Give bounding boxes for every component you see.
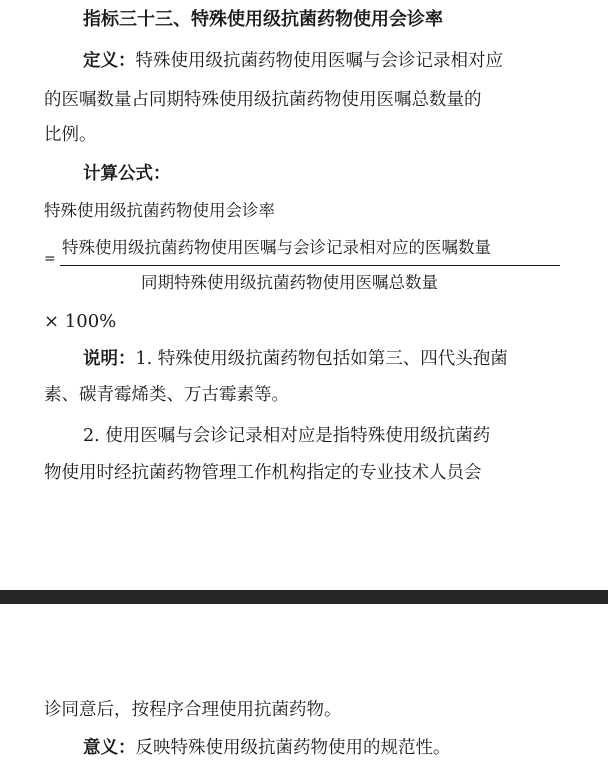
definition-first-line (83, 53, 503, 71)
notes-item-1-line-2: 素、碳青霉烯类、万古霉素等。 (44, 385, 289, 405)
formula-numerator: 特殊使用级抗菌药物使用医嘱与会诊记录相对应的医嘱数量 (62, 238, 491, 257)
significance-label: 意义： (83, 738, 136, 758)
notes-item-2-line-2: 物使用时经抗菌药物管理工作机构指定的专业技术人员会 (44, 463, 482, 483)
notes-item-2-line-1: 2. 使用医嘱与会诊记录相对应是指特殊使用级抗菌药 (83, 426, 491, 446)
definition-text-line-1: 特殊使用级抗菌药物使用医嘱与会诊记录相对应 (135, 51, 503, 71)
notes-first-line (83, 351, 508, 369)
formula-label: 计算公式： (83, 164, 171, 184)
page-break-divider (0, 590, 608, 604)
definition-text-line-3: 比例。 (44, 125, 97, 145)
fraction-bar (60, 265, 560, 266)
formula-subject: 特殊使用级抗菌药物使用会诊率 (44, 201, 275, 220)
formula-multiplier: × 100% (44, 311, 117, 332)
indicator-title: 指标三十三、特殊使用级抗菌药物使用会诊率 (83, 9, 443, 30)
definition-text-line-2: 的医嘱数量占同期特殊使用级抗菌药物使用医嘱总数量的 (44, 90, 482, 110)
notes-item-1-line-1: 1. 特殊使用级抗菌药物包括如第三、四代头孢菌 (135, 349, 508, 369)
notes-item-2-line-3: 诊同意后，按程序合理使用抗菌药物。 (44, 700, 342, 720)
significance-text: 反映特殊使用级抗菌药物使用的规范性。 (135, 738, 451, 758)
formula-equals-sign: = (44, 251, 56, 267)
formula-denominator: 同期特殊使用级抗菌药物使用医嘱总数量 (141, 273, 438, 292)
significance-line (83, 740, 451, 758)
notes-label: 说明： (83, 349, 136, 369)
definition-label: 定义： (83, 51, 136, 71)
document-page-lower (0, 604, 608, 768)
